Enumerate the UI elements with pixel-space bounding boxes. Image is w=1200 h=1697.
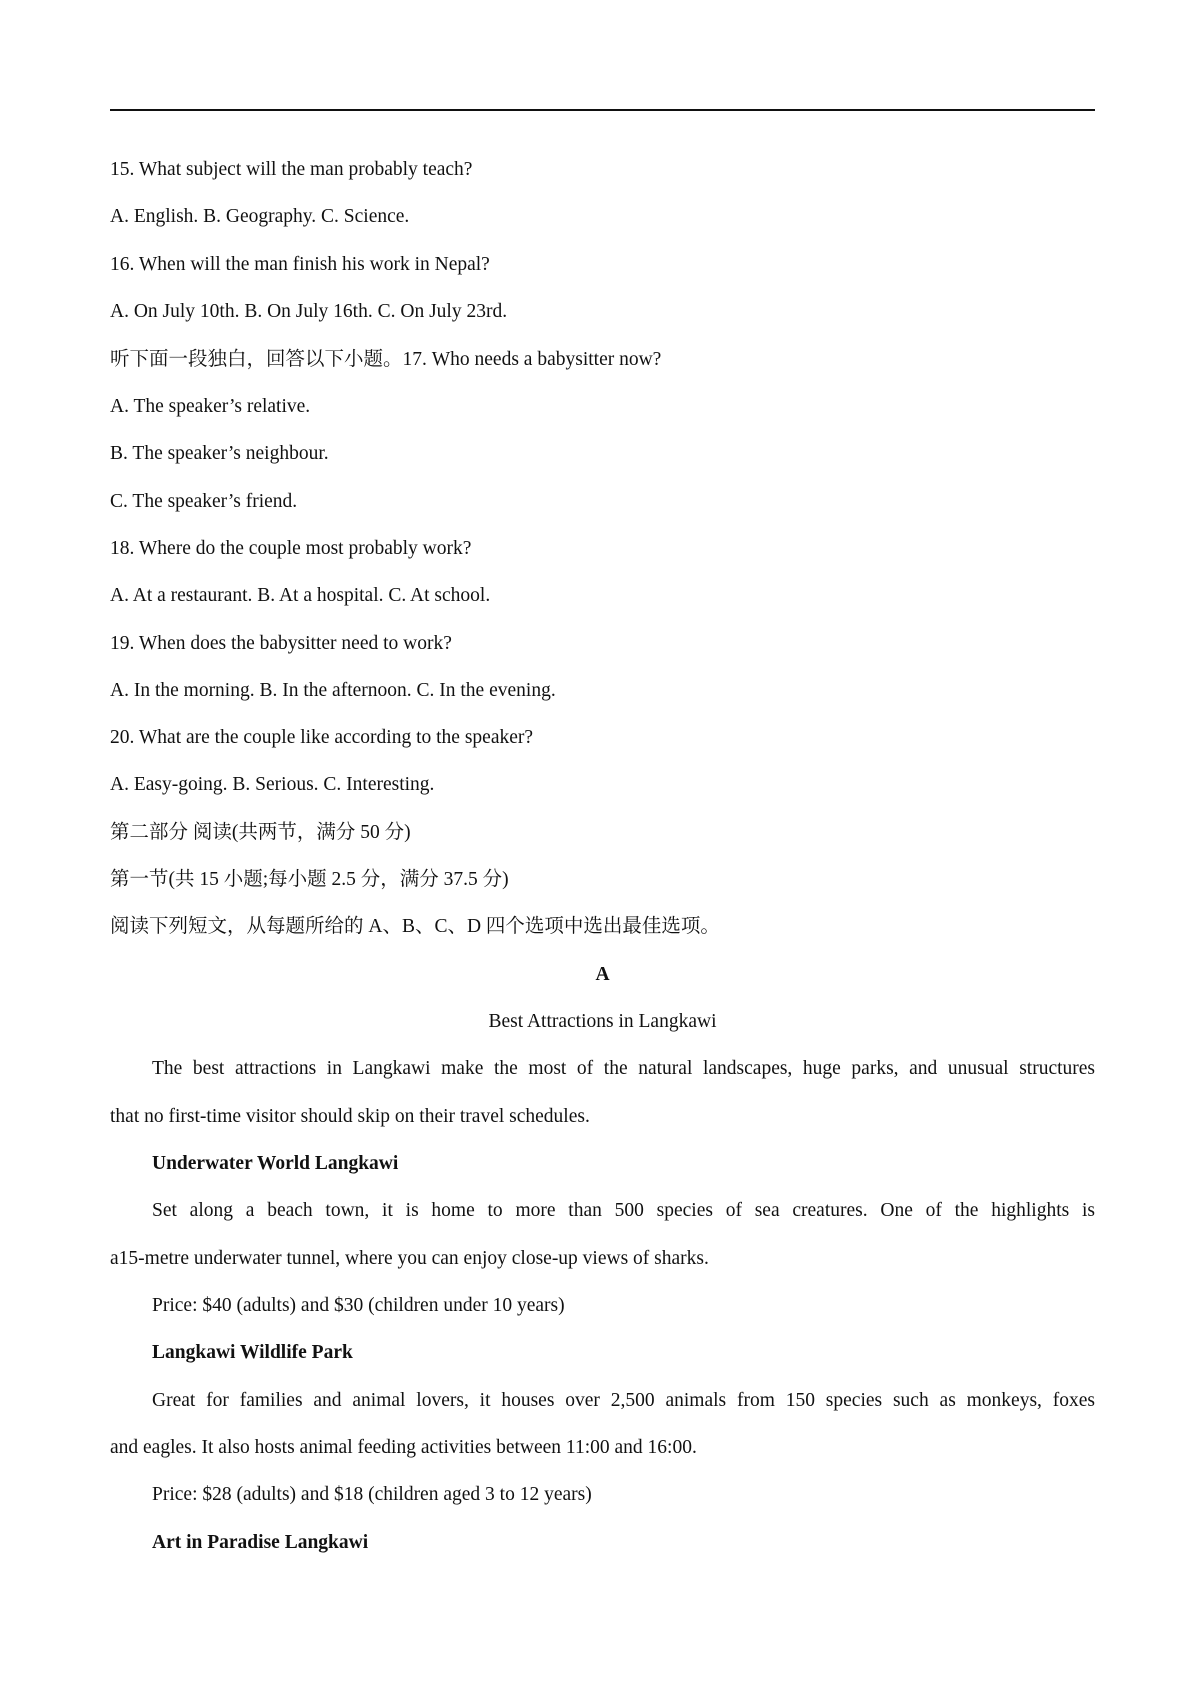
attraction-description-line1: Great for families and animal lovers, it houses over 2,500 animals from 150 species such as monkeys, foxes [152,1390,1095,1411]
question-15-options: A. English. B. Geography. C. Science. [110,206,410,227]
question-15: 15. What subject will the man probably teach? [110,159,473,180]
question-20: 20. What are the couple like according to the speaker? [110,727,534,748]
question-20-options: A. Easy-going. B. Serious. C. Interesting. [110,774,435,795]
attraction-name: Underwater World Langkawi [152,1153,399,1174]
question-19-options: A. In the morning. B. In the afternoon. C. In the evening. [110,680,556,701]
attraction-price: Price: $40 (adults) and $30 (children under 10 years) [152,1295,565,1316]
part-heading: 第二部分 阅读(共两节，满分 50 分) [110,822,411,843]
question-16: 16. When will the man finish his work in Nepal? [110,254,490,275]
attraction-description-line2: and eagles. It also hosts animal feeding activities between 11:00 and 16:00. [110,1437,697,1458]
section-heading: 第一节(共 15 小题;每小题 2.5 分，满分 37.5 分) [110,869,509,890]
attraction-description-line1: Set along a beach town, it is home to more than 500 species of sea creatures. One of the highlights is [152,1200,1095,1221]
question-17: 听下面一段独白，回答以下小题。17. Who needs a babysitter now? [110,349,662,370]
question-17-option-b: B. The speaker’s neighbour. [110,443,329,464]
question-19: 19. When does the babysitter need to work? [110,633,452,654]
passage-title: Best Attractions in Langkawi [488,1011,717,1032]
passage-letter: A [595,964,610,985]
question-17-option-c: C. The speaker’s friend. [110,491,298,512]
attraction-name: Art in Paradise Langkawi [152,1532,369,1553]
question-16-options: A. On July 10th. B. On July 16th. C. On July 23rd. [110,301,508,322]
attraction-price: Price: $28 (adults) and $18 (children aged 3 to 12 years) [152,1484,592,1505]
question-18-options: A. At a restaurant. B. At a hospital. C. At school. [110,585,491,606]
question-17-option-a: A. The speaker’s relative. [110,396,311,417]
attraction-name: Langkawi Wildlife Park [152,1342,353,1363]
reading-instructions: 阅读下列短文，从每题所给的 A、B、C、D 四个选项中选出最佳选项。 [110,916,720,937]
attraction-description-line2: a15-metre underwater tunnel, where you can enjoy close-up views of sharks. [110,1248,709,1269]
question-18: 18. Where do the couple most probably work? [110,538,472,559]
header-rule [110,109,1095,111]
intro-paragraph-line1: The best attractions in Langkawi make the most of the natural landscapes, huge parks, and unusual structures [152,1058,1095,1079]
intro-paragraph-line2: that no first-time visitor should skip on their travel schedules. [110,1106,590,1127]
